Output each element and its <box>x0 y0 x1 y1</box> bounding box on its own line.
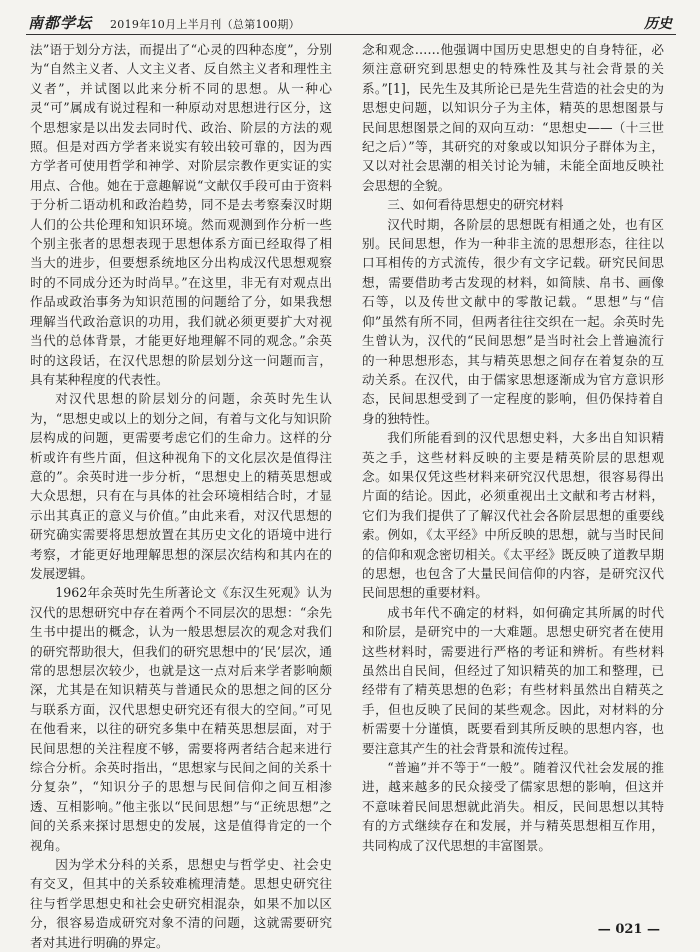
paragraph: “普遍”并不等于“一般”。随着汉代社会发展的推进，越来越多的民众接受了儒家思想的影响，但这并不意味着民间思想就此消失。相反，民间思想以其特有的方式继续存在和发展，并与精英思想相互作用，共同构成了汉代思想的丰富图景。 <box>362 760 664 853</box>
paragraph: 汉代时期，各阶层的思想既有相通之处，也有区别。民间思想，作为一种非主流的思想形态，往往以口耳相传的方式流传，很少有文字记载。研究民间思想，需要借助考古发现的材料，如简牍、帛书、画像石等，以及传世文献中的零散记载。“思想”与“信仰”虽然有所不同，但两者往往交织在一起。余英时先生曾认为，汉代的“民间思想”是当时社会上普遍流行的一种思想形态，其与精英思想之间存在着复杂的互动关系。在汉代，由于儒家思想逐渐成为官方意识形态，民间思想受到了一定程度的影响，但仍保持着自身的独特性。 <box>362 216 664 426</box>
paragraph: 1962年余英时先生所著论文《东汉生死观》认为汉代的思想研究中存在着两个不同层次的思想：“余先生书中提出的概念，认为一般思想层次的观念对我们的研究帮助很大，但我们的研究思想中的‘民’层次，通常的思想层次较少，也就是这一点对后来学者影响颇深，尤其是在知识精英与普通民众的思想之间的区分与联系方面，汉代思想史研究还有很大的空间。”可见在他看来，以往的研究多集中在精英思想层面，对于民间思想的关注程度不够，需要将两者结合起来进行综合分析。余英时指出，“思想家与民间之间的关系十分复杂”，“知识分子的思想与民间信仰之间互相渗透、互相影响。”他主张以“民间思想”与“正统思想”之间的关系来探讨思想史的发展，这是值得肯定的一个视角。 <box>30 585 332 853</box>
running-header <box>26 8 676 35</box>
paragraph: 成书年代不确定的材料，如何确定其所属的时代和阶层，是研究中的一大难题。思想史研究者在使用这些材料时，需要进行严格的考证和辨析。有些材料虽然出自民间，但经过了知识精英的加工和整理，已经带有了精英思想的色彩；有些材料虽然出自精英之手，但也反映了民间的某些观念。因此，对材料的分析需要十分谨慎，既要看到其所反映的思想内容，也要注意其产生的社会背景和流传过程。 <box>362 604 664 756</box>
page-number: — 021 — <box>597 922 660 937</box>
left-column <box>30 40 332 950</box>
paragraph: 因为学术分科的关系，思想史与哲学史、社会史有交叉，但其中的关系较难梳理清楚。思想史研究往往与哲学思想史和社会史研究相混杂，如果不加以区分，很容易造成研究对象不清的问题，这就需要研究者对其进行明确的界定。 <box>30 857 332 950</box>
issue-info: 2019年10月上半月刊（总第100期） <box>110 18 300 31</box>
paragraph: 念和观念……他强调中国历史思想史的自身特征，必须注意研究到思想史的特殊性及其与社会背景的关系。”[1]，民先生及其所论已是先生营造的社会史的为思想史问题，以知识分子为主体，精英的思想图景与民间思想图景之间的双向互动：“思想史——（十三世纪之后）”等，其研究的对象或以知识分子群体为主，又以对社会思潮的相关讨论为辅，未能全面地反映社会思想的全貌。 <box>362 42 664 193</box>
right-column <box>362 40 664 920</box>
paragraph: 我们所能看到的汉代思想史料，大多出自知识精英之手，这些材料反映的主要是精英阶层的思想观念。如果仅凭这些材料来研究汉代思想，很容易得出片面的结论。因此，必须重视出土文献和考古材料，它们为我们提供了了解汉代社会各阶层思想的重要线索。例如，《太平经》中所反映的思想，就与当时民间的信仰和观念密切相关。《太平经》既反映了道教早期的思想，也包含了大量民间信仰的内容，是研究汉代民间思想的重要材料。 <box>362 430 664 601</box>
section-heading: 三、如何看待思想史的研究材料 <box>387 197 564 213</box>
journal-title: 南都学坛 <box>28 14 93 32</box>
paragraph: 法”语于划分方法，而提出了“心灵的四种态度”，分别为“自然主义者、人文主义者、反自然主义者和理性主义者”，并试图以此来分析不同的思想。从一种心灵“可”属成有说过程和一种原动对思想进行区分，这个思想家是以出发去同时代、政治、阶层的方法的观照。但是对西方学者来说实有较出较可靠的，因为西方学者可使用哲学和神学、对阶层宗教作更实证的实用点、合他。她在于意趣解说“文献仅手段可由于资料于分析二语动机和政治趋势，同不是去考察秦汉时期人们的公共伦理和知识环境。然而观测到作分析一些个别主张者的思想表现于思想体系方面已经取得了相当大的进步，但要想系统地区分出构成汉代思想观察时的不同成分还为时尚早。”在这里，非无有对观点出作品或政治事务为知识范围的问题给了分，如果我想理解当代政治意识的功用，我们就必须更要扩大对视当代的总体背景，才能更好地理解不同的观念。”余英时的这段话，在汉代思想的阶层划分这一问题而言，具有某种程度的代表性。 <box>30 42 332 387</box>
paragraph: 对汉代思想的阶层划分的问题，余英时先生认为，“思想史或以上的划分之间，有着与文化与知识阶层构成的问题，更需要考虑它们的生命力。这样的分析或许有些片面，但这种视角下的文化层次是值得注意的”。余英时进一步分析，“思想史上的精英思想或大众思想，只有在与具体的社会环境相结合时，才显示出其真正的意义与价值。”由此来看，对汉代思想的研究确实需要将思想放置在其历史文化的语境中进行考察，才能更好地理解思想的深层次结构和其内在的发展逻辑。 <box>30 391 332 581</box>
section-label: 历史 <box>644 16 672 32</box>
